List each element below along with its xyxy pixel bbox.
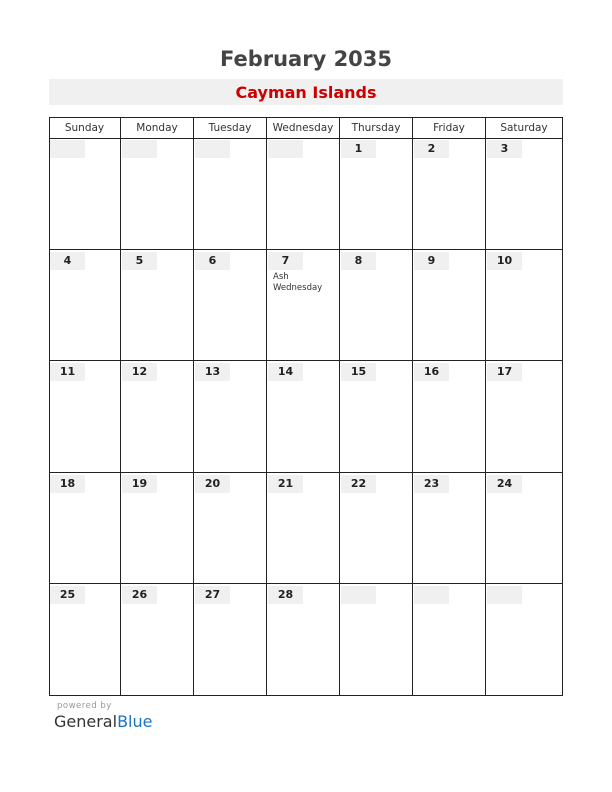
day-number-box [195, 586, 230, 604]
day-cell[interactable] [121, 584, 194, 696]
day-number-box [122, 252, 157, 270]
day-cell[interactable] [267, 584, 340, 696]
day-cell[interactable] [267, 361, 340, 473]
country-banner [49, 79, 563, 105]
calendar-grid [49, 117, 563, 696]
day-cell[interactable] [340, 584, 413, 696]
day-cell[interactable] [194, 584, 267, 696]
day-number: 11 [59, 365, 76, 379]
day-number-box [414, 475, 449, 493]
day-number-box [195, 140, 230, 158]
day-number-box [122, 475, 157, 493]
day-cell[interactable] [121, 250, 194, 362]
day-cell[interactable] [49, 138, 121, 250]
day-number: 26 [131, 588, 148, 602]
day-number-box [268, 363, 303, 381]
day-number-box [122, 140, 157, 158]
day-cell[interactable] [49, 250, 121, 362]
weekday-header: Thursday [340, 118, 413, 139]
day-number: 4 [63, 253, 72, 267]
day-number: 28 [277, 588, 294, 602]
powered-by-label: powered by [57, 701, 112, 711]
day-number-box [487, 586, 522, 604]
day-number-box [50, 252, 85, 270]
day-cell[interactable] [121, 138, 194, 250]
day-number-box [341, 475, 376, 493]
weekday-header: Sunday [49, 118, 121, 139]
day-cell[interactable] [340, 138, 413, 250]
day-number-box [122, 586, 157, 604]
day-number-box [341, 140, 376, 158]
day-cell[interactable] [413, 361, 486, 473]
day-number: 22 [350, 476, 367, 490]
day-number-box [341, 252, 376, 270]
holiday-label: Ash Wednesday [273, 271, 323, 293]
day-cell[interactable] [121, 361, 194, 473]
day-cell[interactable] [194, 138, 267, 250]
day-cell[interactable] [49, 584, 121, 696]
day-number: 13 [204, 365, 221, 379]
day-cell[interactable] [194, 250, 267, 362]
day-cell[interactable] [486, 584, 563, 696]
day-cell[interactable] [267, 250, 340, 362]
day-number-box [487, 363, 522, 381]
day-number-box [50, 140, 85, 158]
day-cell[interactable] [340, 473, 413, 585]
day-number: 20 [204, 476, 221, 490]
weekday-header: Tuesday [194, 118, 267, 139]
day-cell[interactable] [413, 250, 486, 362]
brand-general-text: General [54, 712, 118, 731]
weekday-header: Wednesday [267, 118, 340, 139]
day-number: 14 [277, 365, 294, 379]
country-name: Cayman Islands [235, 83, 377, 102]
day-number-box [122, 363, 157, 381]
day-number-box [414, 363, 449, 381]
day-cell[interactable] [413, 473, 486, 585]
day-number-box [414, 252, 449, 270]
day-number: 7 [281, 253, 290, 267]
day-cell[interactable] [486, 473, 563, 585]
brand-blue-text: Blue [117, 712, 153, 731]
day-number: 19 [131, 476, 148, 490]
day-number: 27 [204, 588, 221, 602]
day-cell[interactable] [486, 138, 563, 250]
day-number: 23 [423, 476, 440, 490]
day-cell[interactable] [486, 361, 563, 473]
day-number-box [268, 140, 303, 158]
calendar-title: February 2035 [219, 47, 393, 71]
day-cell[interactable] [340, 361, 413, 473]
day-number-box [50, 363, 85, 381]
day-number-box [341, 586, 376, 604]
day-cell[interactable] [121, 473, 194, 585]
day-number-box [341, 363, 376, 381]
day-number: 12 [131, 365, 148, 379]
generalblue-logo[interactable] [54, 712, 152, 731]
day-number: 6 [208, 253, 217, 267]
day-number-box [195, 252, 230, 270]
day-cell[interactable] [267, 473, 340, 585]
day-number-box [268, 475, 303, 493]
weekday-header: Friday [413, 118, 486, 139]
weekday-header: Saturday [486, 118, 563, 139]
day-number: 10 [496, 253, 513, 267]
day-number: 25 [59, 588, 76, 602]
day-number: 21 [277, 476, 294, 490]
day-number: 3 [500, 142, 509, 155]
day-cell[interactable] [49, 361, 121, 473]
day-number: 24 [496, 476, 513, 490]
day-number: 15 [350, 365, 367, 379]
day-cell[interactable] [194, 361, 267, 473]
day-number-box [195, 475, 230, 493]
day-number-box [414, 140, 449, 158]
day-number: 8 [354, 253, 363, 267]
day-number-box [50, 586, 85, 604]
day-cell[interactable] [267, 138, 340, 250]
day-number: 17 [496, 365, 513, 379]
day-cell[interactable] [413, 584, 486, 696]
day-number: 9 [427, 253, 436, 267]
day-number: 2 [427, 142, 436, 155]
day-number: 1 [354, 142, 363, 155]
day-number: 18 [59, 476, 76, 490]
day-number: 5 [135, 253, 144, 267]
day-cell[interactable] [49, 473, 121, 585]
day-number-box [268, 252, 303, 270]
day-number-box [195, 363, 230, 381]
day-number-box [414, 586, 449, 604]
day-cell[interactable] [486, 250, 563, 362]
day-number-box [487, 252, 522, 270]
day-cell[interactable] [340, 250, 413, 362]
weekday-header: Monday [121, 118, 194, 139]
day-number-box [487, 140, 522, 158]
day-number-box [50, 475, 85, 493]
day-cell[interactable] [413, 138, 486, 250]
day-number: 16 [423, 365, 440, 379]
day-number-box [487, 475, 522, 493]
day-cell[interactable] [194, 473, 267, 585]
day-number-box [268, 586, 303, 604]
